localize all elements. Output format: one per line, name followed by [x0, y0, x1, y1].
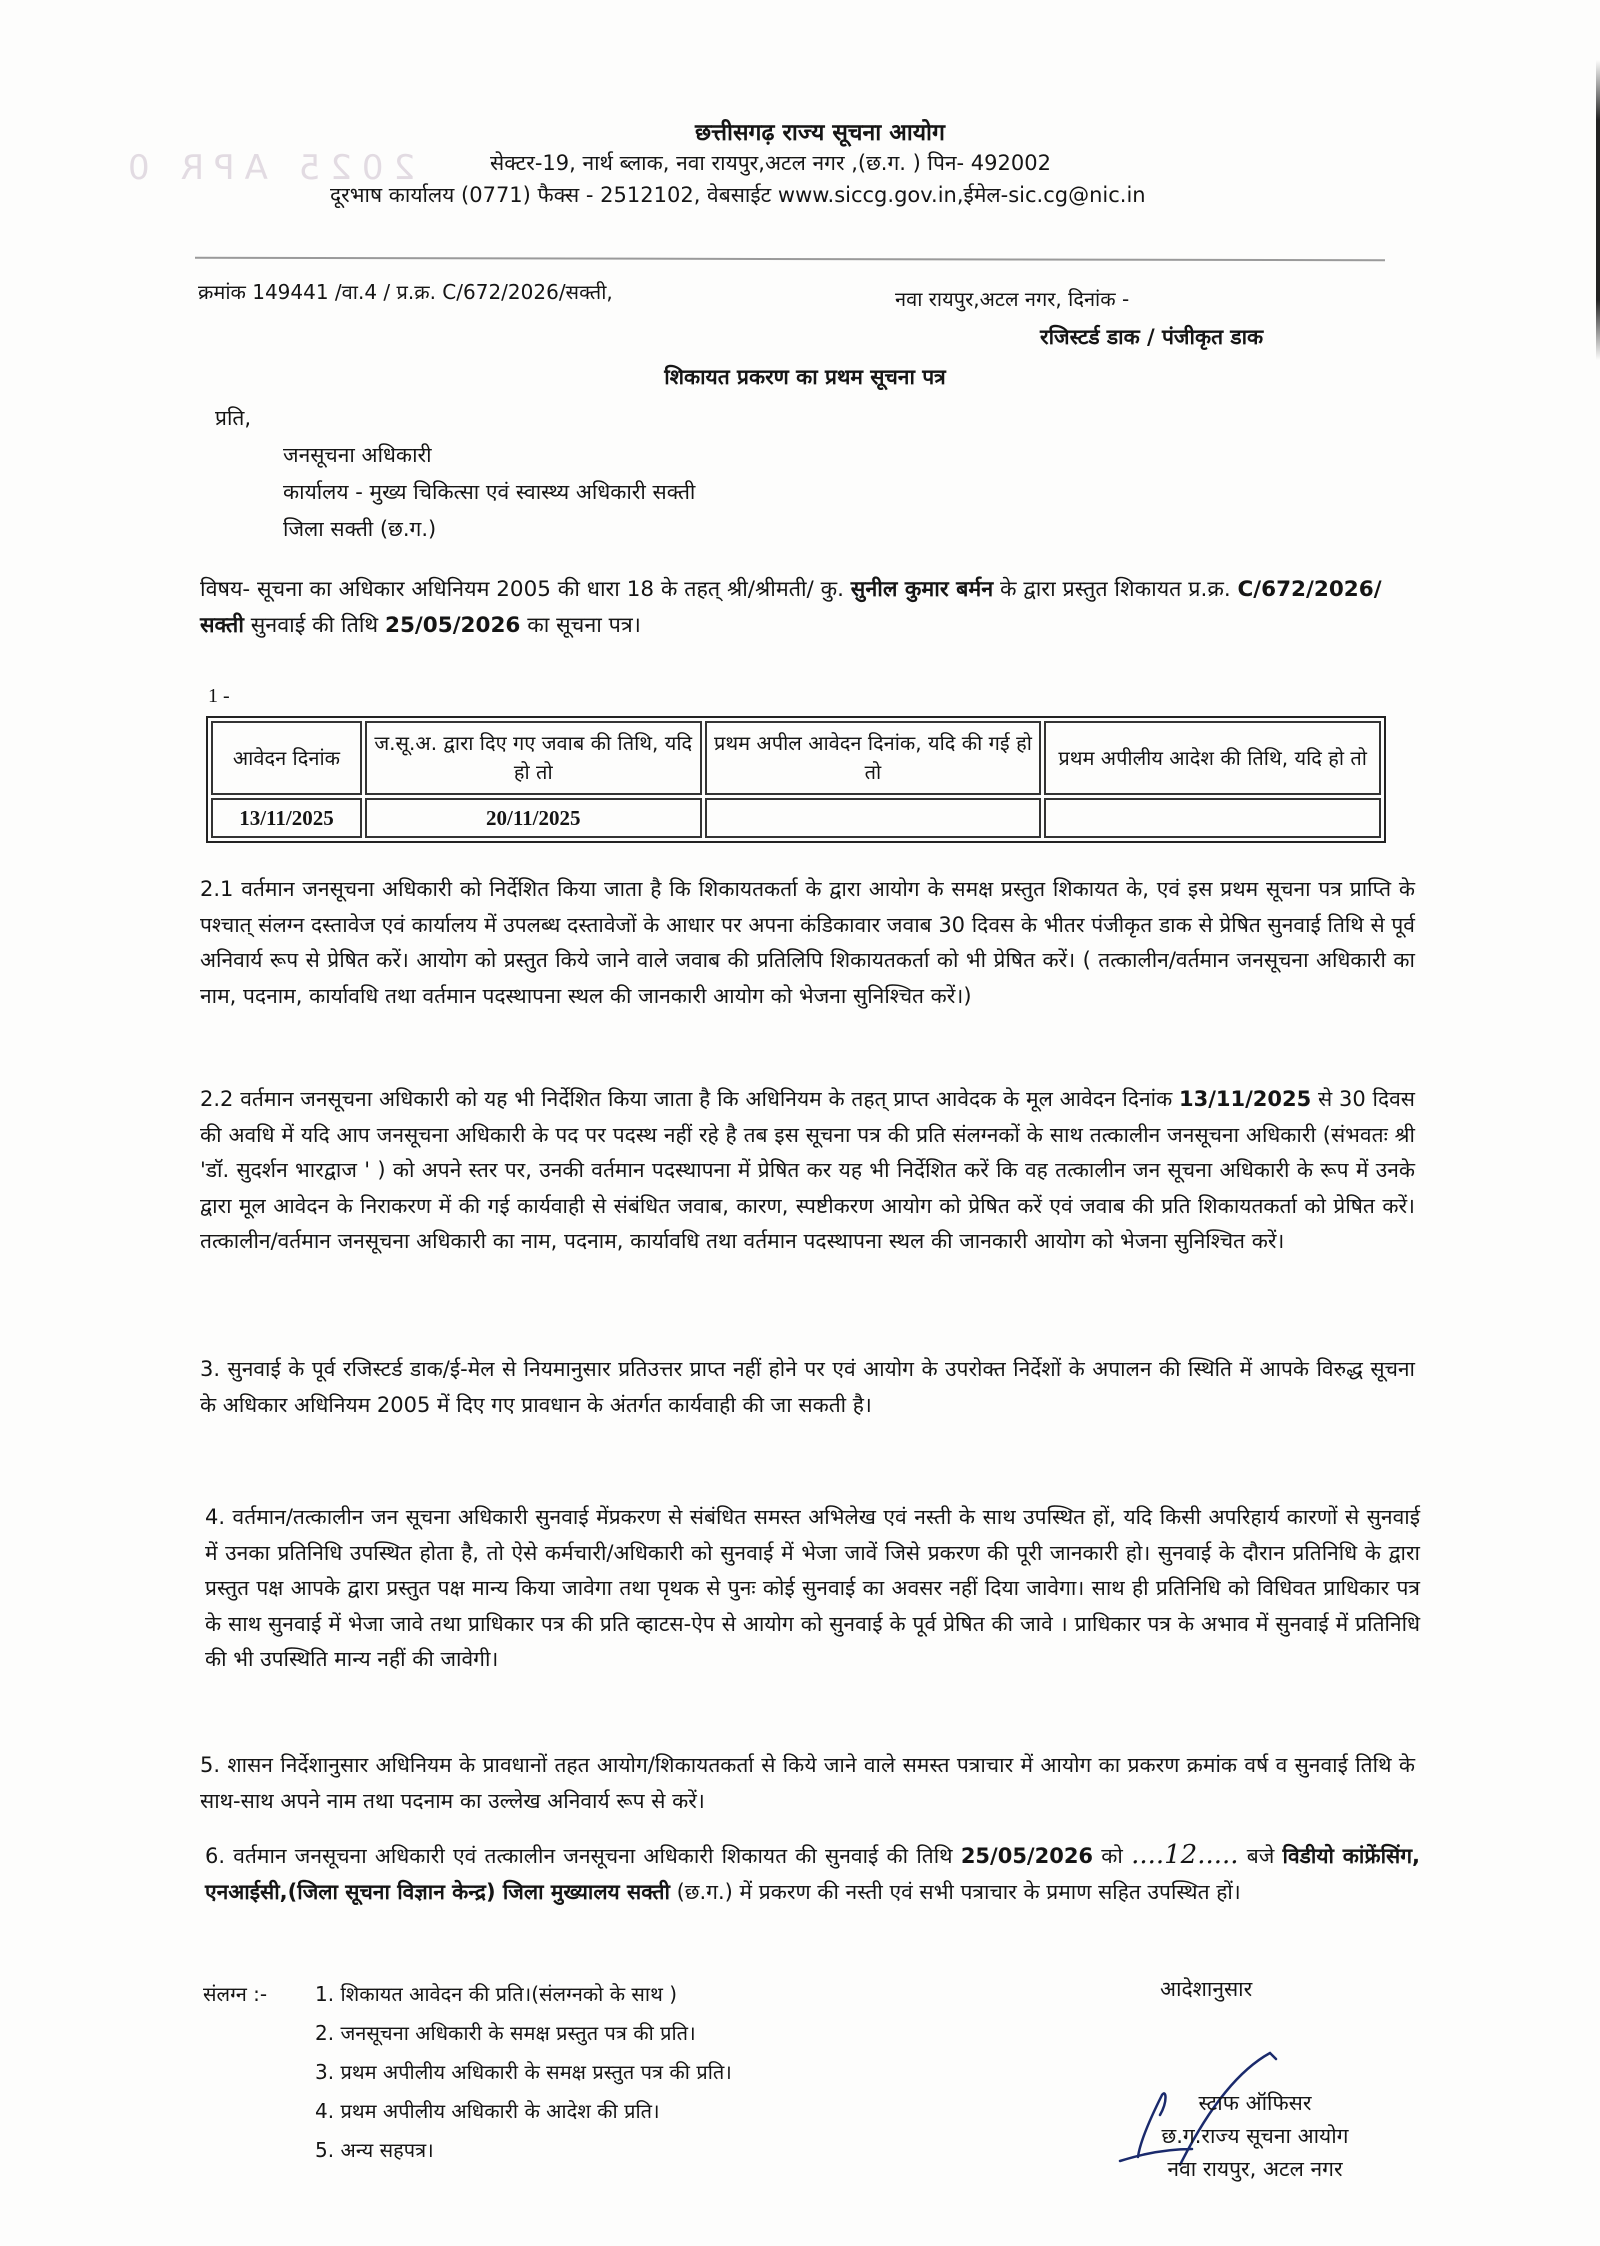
- document-title: शिकायत प्रकरण का प्रथम सूचना पत्र: [664, 365, 946, 389]
- by-order-label: आदेशानुसार: [1160, 1977, 1253, 2001]
- enclosure-item: 3. प्रथम अपीलीय अधिकारी के समक्ष प्रस्तुत पत्र की प्रति।: [315, 2060, 732, 2084]
- application-dates-table: [206, 716, 1386, 843]
- recipient-block: [215, 400, 695, 548]
- paragraph-text: से 30 दिवस की अवधि में यदि आप जनसूचना अधिकारी के पद पर पदस्थ नहीं रहे है तब इस सूचना पत्र की प्रति संलग्नकों के साथ तत्कालीन जनसूचना अधिकारी (संभवतः श्री 'डॉ. सुदर्शन भारद्वाज ' ) को अपने स्तर पर, उनकी वर्तमान पदस्थापना में प्रेषित कर यह भी निर्देशित करें कि वह तत्कालीन जन सूचना अधिकारी के रूप में उनके द्वारा मूल आवेदन के निराकरण में की गई कार्यवाही से संबंधित जवाब, कारण, स्पष्टीकरण आयोग को प्रेषित करें एवं जवाब की प्रति शिकायतकर्ता को प्रेषित करें। तत्कालीन/वर्तमान जनसूचना अधिकारी का नाम, पदनाम, कार्यावधि तथा वर्तमान पदस्थापना स्थल की जानकारी आयोग को भेजना सुनिश्चित करें।: [200, 1087, 1416, 1253]
- handwritten-hearing-time: ....12.....: [1131, 1840, 1239, 1870]
- table-header: प्रथम अपीलीय आदेश की तिथि, यदि हो तो: [1044, 721, 1381, 795]
- subject-suffix: का सूचना पत्र।: [520, 613, 641, 638]
- letterhead: [0, 115, 1600, 211]
- table-header: आवेदन दिनांक: [211, 721, 362, 795]
- hearing-venue: विडीयो कांफ्रेंसिंग, एनआईसी,(जिला सूचना विज्ञान केन्द्र) जिला मुख्यालय सक्ती: [205, 1844, 1421, 1904]
- table-header-row: [211, 721, 1381, 795]
- org-contact: दूरभाष कार्यालय (0771) फैक्स - 2512102, वेबसाईट www.siccg.gov.in,ईमेल-sic.cg@nic.in: [330, 183, 1146, 207]
- recipient-line: जिला सक्ती (छ.ग.): [283, 517, 437, 541]
- signatory-office: छ.ग.राज्य सूचना आयोग: [1161, 2124, 1349, 2148]
- table-cell: 20/11/2025: [365, 798, 702, 838]
- paragraph-text: (छ.ग.) में प्रकरण की नस्ती एवं सभी पत्राचार के प्रमाण सहित उपस्थित हों।: [669, 1879, 1241, 1904]
- application-date: 13/11/2025: [1179, 1087, 1312, 1111]
- table-cell: 13/11/2025: [211, 798, 362, 838]
- enclosures: [203, 1975, 732, 2170]
- org-address: सेक्टर-19, नार्थ ब्लाक, नवा रायपुर,अटल नगर ,(छ.ग. ) पिन- 492002: [490, 151, 1051, 175]
- recipient-line: कार्यालय - मुख्य चिकित्सा एवं स्वास्थ्य अधिकारी सक्ती: [283, 480, 696, 504]
- subject-text: के द्वारा प्रस्तुत शिकायत प्र.क्र.: [993, 577, 1238, 602]
- paragraph-text: 2.2 वर्तमान जनसूचना अधिकारी को यह भी निर्देशित किया जाता है कि अधिनियम के तहत् प्राप्त आवेदक के मूल आवेदन दिनांक: [200, 1087, 1179, 1111]
- paragraph-2-1: 2.1 वर्तमान जनसूचना अधिकारी को निर्देशित किया जाता है कि शिकायतकर्ता के द्वारा आयोग के समक्ष प्रस्तुत शिकायत के, एवं इस प्रथम सूचना पत्र प्राप्ति के पश्चात् संलग्न दस्तावेज एवं कार्यालय में उपलब्ध दस्तावेजों के आधार पर अपना कंडिकावार जवाब 30 दिवस के भीतर पंजीकृत डाक से प्रेषित सुनवाई तिथि से पूर्व अनिवार्य रूप से प्रेषित करें। आयोग को प्रस्तुत किये जाने वाले जवाब की प्रतिलिपि शिकायतकर्ता को भी प्रेषित करें। ( तत्कालीन/वर्तमान जनसूचना अधिकारी का नाम, पदनाम, कार्यावधि तथा वर्तमान पदस्थापना स्थल की जानकारी आयोग को भेजना सुनिश्चित करें।): [200, 877, 1415, 1008]
- reference-number: क्रमांक 149441 /वा.4 / प्र.क्र. C/672/2026/सक्ती,: [198, 280, 613, 304]
- table-cell: [1044, 798, 1381, 838]
- recipient-line: जनसूचना अधिकारी: [283, 443, 432, 467]
- subject-text: सुनवाई की तिथि: [243, 613, 385, 638]
- hearing-date: 25/05/2026: [385, 613, 521, 638]
- table-row: [211, 798, 1381, 838]
- enclosure-item: 1. शिकायत आवेदन की प्रति।(संलग्नको के साथ ): [315, 1982, 678, 2006]
- paragraph-3: 3. सुनवाई के पूर्व रजिस्टर्ड डाक/ई-मेल से नियमानुसार प्रतिउत्तर प्राप्त नहीं होने पर एवं आयोग के उपरोक्त निर्देशों के अपालन की स्थिति में आपके विरुद्ध सूचना के अधिकार अधिनियम 2005 में दिए गए प्रावधान के अंतर्गत कार्यवाही की जा सकती है।: [200, 1357, 1415, 1417]
- paragraph-text: 6. वर्तमान जनसूचना अधिकारी एवं तत्कालीन जनसूचना अधिकारी शिकायत की सुनवाई की तिथि: [205, 1844, 961, 1868]
- paragraph-5: 5. शासन निर्देशानुसार अधिनियम के प्रावधानों तहत आयोग/शिकायतकर्ता से किये जाने वाले समस्त पत्राचार में आयोग का प्रकरण क्रमांक वर्ष व सुनवाई तिथि के साथ-साथ अपने नाम तथा पदनाम का उल्लेख अनिवार्य रूप से करें।: [200, 1753, 1415, 1813]
- table-header: ज.सू.अ. द्वारा दिए गए जवाब की तिथि, यदि हो तो: [365, 721, 702, 795]
- signatory-location: नवा रायपुर, अटल नगर: [1167, 2157, 1343, 2181]
- case-number: C/672/2026/सक्ती: [200, 577, 1382, 638]
- paragraph-4: 4. वर्तमान/तत्कालीन जन सूचना अधिकारी सुनवाई मेंप्रकरण से संबंधित समस्त अभिलेख एवं नस्ती के साथ उपस्थित हों, यदि किसी अपरिहार्य कारणों से सुनवाई में उनका प्रतिनिधि उपस्थित होता है, तो ऐसे कर्मचारी/अधिकारी को सुनवाई में भेजा जावें जिसे प्रकरण की पूरी जानकारी हो। सुनवाई के दौरान प्रतिनिधि के द्वारा प्रस्तुत पक्ष आपके द्वारा प्रस्तुत पक्ष मान्य किया जावेगा तथा पृथक से पुनः कोई सुनवाई का अवसर नहीं दिया जावेगा। साथ ही प्रतिनिधि को विधिवत प्राधिकार पत्र के साथ सुनवाई में भेजा जावे तथा प्राधिकार पत्र की प्रति व्हाटस-ऐप से आयोग को सुनवाई के पूर्व प्रेषित की जावे । प्राधिकार पत्र के अभाव में सुनवाई में प्रतिनिधि की भी उपस्थिति मान्य नहीं की जावेगी।: [205, 1505, 1420, 1671]
- paragraph-6: [205, 1838, 1420, 1910]
- subject: [200, 572, 1420, 644]
- paragraph-text: बजे: [1238, 1844, 1283, 1868]
- enclosures-label: संलग्न :-: [203, 1982, 268, 2006]
- paragraph-2-2: [200, 1082, 1415, 1260]
- table-label: 1 -: [208, 685, 230, 707]
- post-type: रजिस्टर्ड डाक / पंजीकृत डाक: [1040, 325, 1264, 349]
- enclosure-item: 2. जनसूचना अधिकारी के समक्ष प्रस्तुत पत्र की प्रति।: [315, 2021, 696, 2045]
- header-divider: [195, 257, 1385, 261]
- table-cell: [705, 798, 1042, 838]
- org-name: छत्तीसगढ़ राज्य सूचना आयोग: [695, 120, 945, 146]
- complainant-name: सुनील कुमार बर्मन: [850, 577, 994, 602]
- salutation: प्रति,: [215, 406, 252, 430]
- hearing-date: 25/05/2026: [960, 1844, 1094, 1868]
- place-date: नवा रायपुर,अटल नगर, दिनांक -: [895, 287, 1130, 311]
- signatory-designation: स्टाफ ऑफिसर: [1198, 2091, 1312, 2115]
- enclosures-list: [315, 1975, 732, 2170]
- table-header: प्रथम अपील आवेदन दिनांक, यदि की गई हो तो: [705, 721, 1042, 795]
- paragraph-text: को: [1093, 1844, 1132, 1868]
- enclosure-item: 4. प्रथम अपीलीय अधिकारी के आदेश की प्रति।: [315, 2099, 660, 2123]
- enclosure-item: 5. अन्य सहपत्र।: [315, 2138, 434, 2162]
- subject-prefix: विषय- सूचना का अधिकार अधिनियम 2005 की धारा 18 के तहत् श्री/श्रीमती/ कु.: [200, 577, 851, 602]
- received-stamp-faint: 2025 APR 0: [118, 148, 416, 188]
